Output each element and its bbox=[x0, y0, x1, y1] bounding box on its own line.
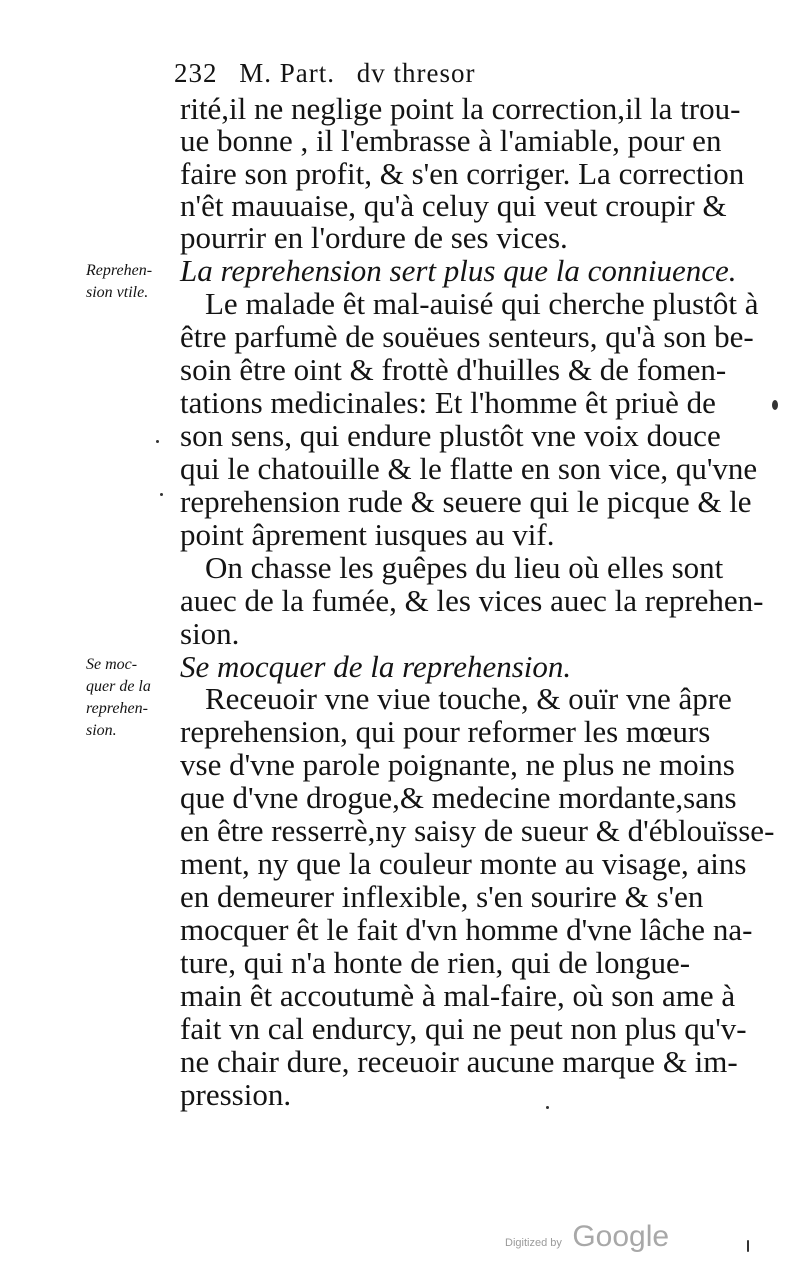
page-number: 232 bbox=[174, 58, 218, 88]
text-line: en demeurer inflexible, s'en sourire & s'en bbox=[180, 879, 704, 914]
text-line: son sens, qui endure plustôt vne voix douce bbox=[180, 418, 721, 453]
text-line: être parfumè de souëues senteurs, qu'à son be- bbox=[180, 319, 754, 354]
scan-speck bbox=[546, 1106, 549, 1109]
text-line: fait vn cal endurcy, qui ne peut non plus qu'v- bbox=[180, 1011, 747, 1046]
text-line: qui le chatouille & le flatte en son vice, qu'vne bbox=[180, 451, 758, 486]
section-heading: La reprehension sert plus que la conniuence. bbox=[180, 253, 737, 288]
margin-note-line: Reprehen- bbox=[86, 262, 153, 279]
margin-note-line: reprehen- bbox=[86, 700, 148, 717]
text-line: On chasse les guêpes du lieu où elles sont bbox=[205, 550, 724, 585]
text-line: vse d'vne parole poignante, ne plus ne moins bbox=[180, 747, 735, 782]
text-line: en être resserrè,ny saisy de sueur & d'éblouïsse- bbox=[180, 813, 775, 848]
text-line: mocquer êt le fait d'vn homme d'vne lâche na- bbox=[180, 912, 753, 947]
running-header bbox=[174, 58, 674, 89]
margin-note-line: Se moc- bbox=[86, 656, 138, 673]
text-line: soin être oint & frottè d'huilles & de fomen- bbox=[180, 352, 727, 387]
scan-speck bbox=[772, 400, 778, 410]
text-line: n'êt mauuaise, qu'à celuy qui veut croupir & bbox=[180, 188, 727, 223]
margin-note-line: sion. bbox=[86, 722, 117, 739]
margin-note bbox=[86, 260, 176, 304]
watermark-brand: Google bbox=[572, 1220, 670, 1253]
text-line: reprehension rude & seuere qui le picque & le bbox=[180, 484, 752, 519]
text-line: ne chair dure, receuoir aucune marque & im- bbox=[180, 1044, 738, 1079]
margin-note-line: sion vtile. bbox=[86, 284, 149, 301]
scan-speck bbox=[160, 493, 163, 496]
text-line: Le malade êt mal-auisé qui cherche plustôt à bbox=[205, 286, 759, 321]
text-line: ment, ny que la couleur monte au visage, ains bbox=[180, 846, 747, 881]
text-line: point âprement iusques au vif. bbox=[180, 517, 555, 552]
text-line: auec de la fumée, & les vices auec la reprehen- bbox=[180, 583, 764, 618]
text-line: pourrir en l'ordure de ses vices. bbox=[180, 220, 568, 255]
part-label: M. Part. bbox=[239, 58, 335, 88]
text-line: que d'vne drogue,& medecine mordante,sans bbox=[180, 780, 737, 815]
margin-note bbox=[86, 654, 176, 742]
text-line: ue bonne , il l'embrasse à l'amiable, pour en bbox=[180, 123, 722, 158]
digitized-by-watermark bbox=[505, 1220, 669, 1254]
watermark-prefix: Digitized by bbox=[505, 1237, 562, 1249]
text-line: Receuoir vne viue touche, & ouïr vne âpre bbox=[205, 681, 732, 716]
section-heading: Se mocquer de la reprehension. bbox=[180, 649, 572, 684]
text-line: tations medicinales: Et l'homme êt priuè de bbox=[180, 385, 716, 420]
text-line: rité,il ne neglige point la correction,il la trou- bbox=[180, 91, 741, 126]
scan-speck bbox=[747, 1240, 749, 1252]
text-line: ture, qui n'a honte de rien, qui de longue- bbox=[180, 945, 691, 980]
running-title: dv thresor bbox=[356, 58, 476, 88]
margin-note-line: quer de la bbox=[86, 678, 151, 695]
text-line: reprehension, qui pour reformer les mœurs bbox=[180, 714, 711, 749]
text-line: faire son profit, & s'en corriger. La correction bbox=[180, 156, 745, 191]
scan-speck bbox=[156, 440, 159, 443]
text-line: pression. bbox=[180, 1077, 292, 1112]
text-line: sion. bbox=[180, 616, 240, 651]
text-line: main êt accoutumè à mal-faire, où son ame à bbox=[180, 978, 736, 1013]
